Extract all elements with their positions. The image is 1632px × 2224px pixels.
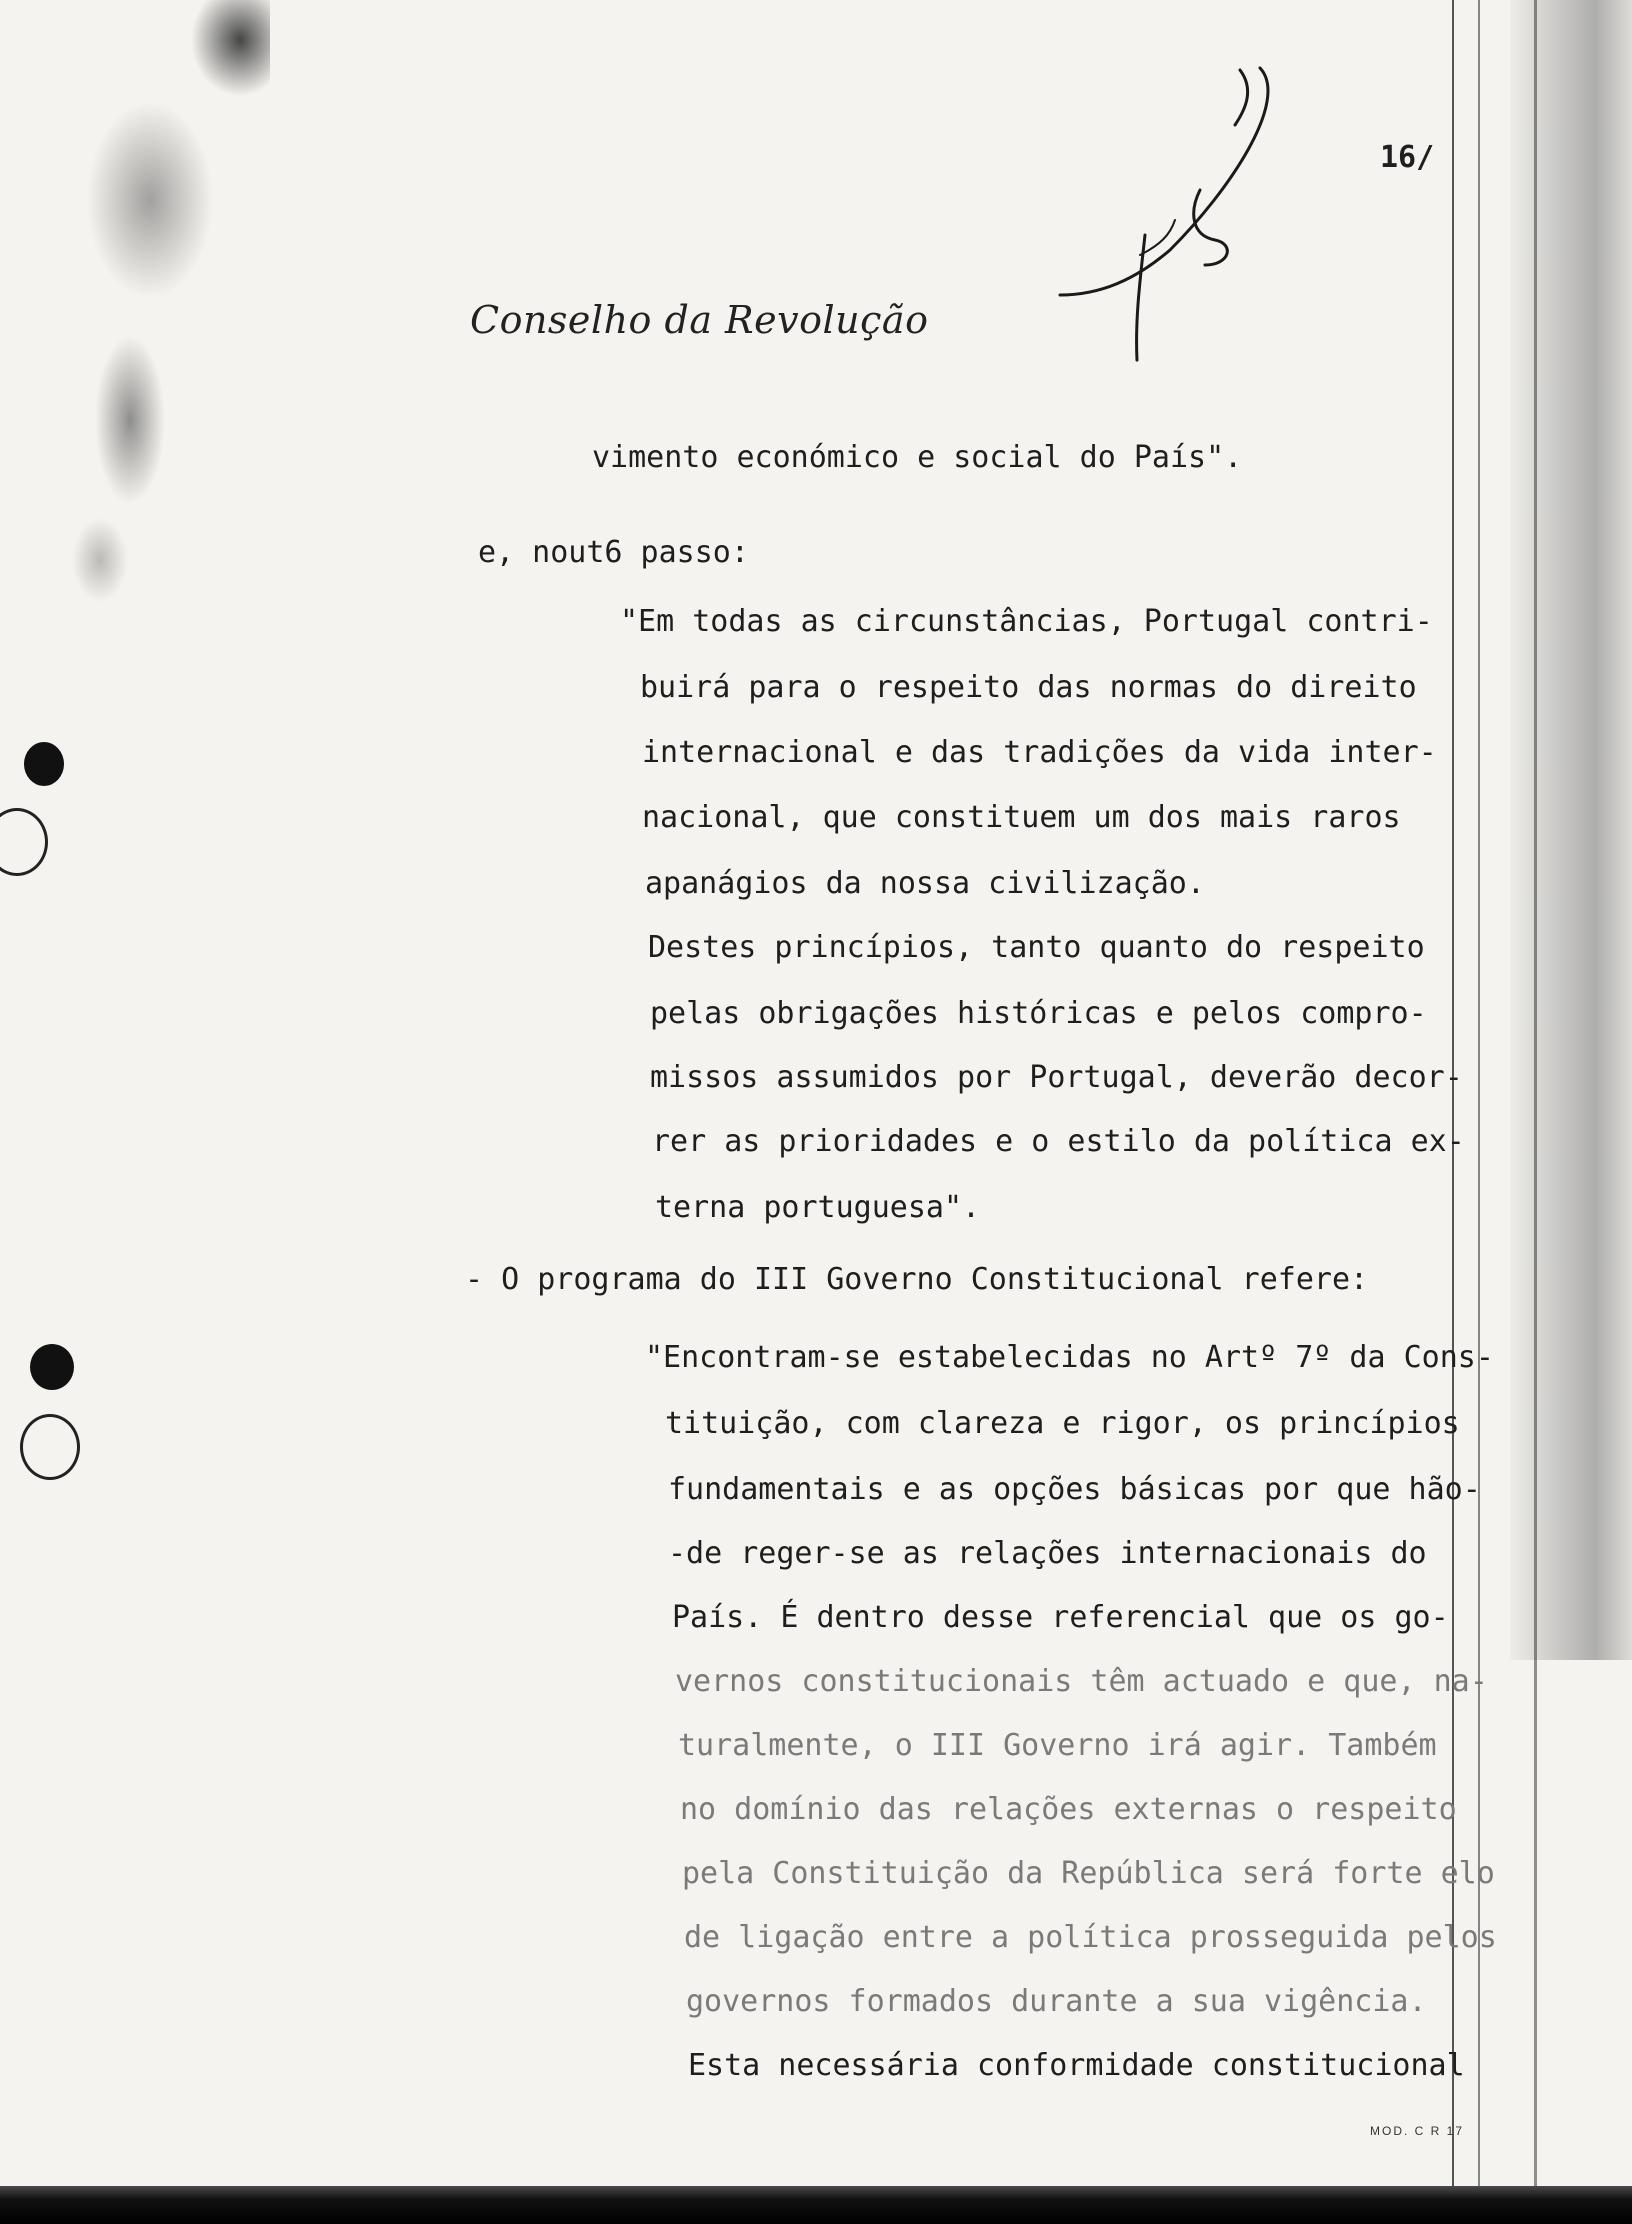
text-line: tituição, com clareza e rigor, os princípios: [665, 1406, 1460, 1441]
text-line: turalmente, o III Governo irá agir. Também: [678, 1728, 1437, 1763]
text-line: vimento económico e social do País".: [592, 440, 1243, 475]
handwritten-signature: [1040, 60, 1300, 370]
page-number: 16/: [1380, 140, 1435, 175]
punch-hole-icon: [30, 1344, 74, 1390]
text-line: rer as prioridades e o estilo da política ex-: [652, 1124, 1465, 1159]
text-line: terna portuguesa".: [655, 1190, 981, 1225]
scan-vertical-line: [1534, 0, 1537, 2224]
scan-right-edge: [1510, 0, 1632, 1660]
punch-hole-icon: [20, 1414, 80, 1480]
letterhead: Conselho da Revolução: [470, 298, 929, 342]
text-line: e, nout6 passo:: [478, 535, 749, 570]
text-line: Esta necessária conformidade constitucional: [688, 2048, 1465, 2083]
text-line: -de reger-se as relações internacionais do: [668, 1536, 1427, 1571]
text-line: pelas obrigações históricas e pelos compro-: [650, 996, 1427, 1031]
scan-smudge: [40, 0, 270, 620]
text-line: vernos constitucionais têm actuado e que, na-: [675, 1664, 1488, 1699]
form-code: MOD. C R 17: [1370, 2124, 1465, 2138]
text-line: buirá para o respeito das normas do direito: [640, 670, 1417, 705]
text-line: Destes princípios, tanto quanto do respeito: [648, 930, 1425, 965]
punch-hole-icon: [0, 808, 48, 876]
text-line: pela Constituição da República será forte elo: [682, 1856, 1495, 1891]
text-line: de ligação entre a política prosseguida pelos: [684, 1920, 1497, 1955]
scan-bottom-band: [0, 2186, 1632, 2224]
text-line: governos formados durante a sua vigência.: [686, 1984, 1427, 2019]
text-line: internacional e das tradições da vida inter-: [642, 735, 1437, 770]
text-line: fundamentais e as opções básicas por que hão-: [668, 1472, 1481, 1507]
text-line: no domínio das relações externas o respeito: [680, 1792, 1457, 1827]
text-line: nacional, que constituem um dos mais raros: [642, 800, 1401, 835]
text-line: "Em todas as circunstâncias, Portugal contri-: [620, 604, 1433, 639]
text-line: "Encontram-se estabelecidas no Artº 7º da Cons-: [645, 1340, 1494, 1375]
punch-hole-icon: [24, 742, 64, 786]
text-line: País. É dentro desse referencial que os go-: [672, 1600, 1449, 1635]
text-line: apanágios da nossa civilização.: [645, 866, 1205, 901]
text-line: missos assumidos por Portugal, deverão decor-: [650, 1060, 1463, 1095]
text-line: - O programa do III Governo Constitucional refere:: [465, 1262, 1369, 1297]
